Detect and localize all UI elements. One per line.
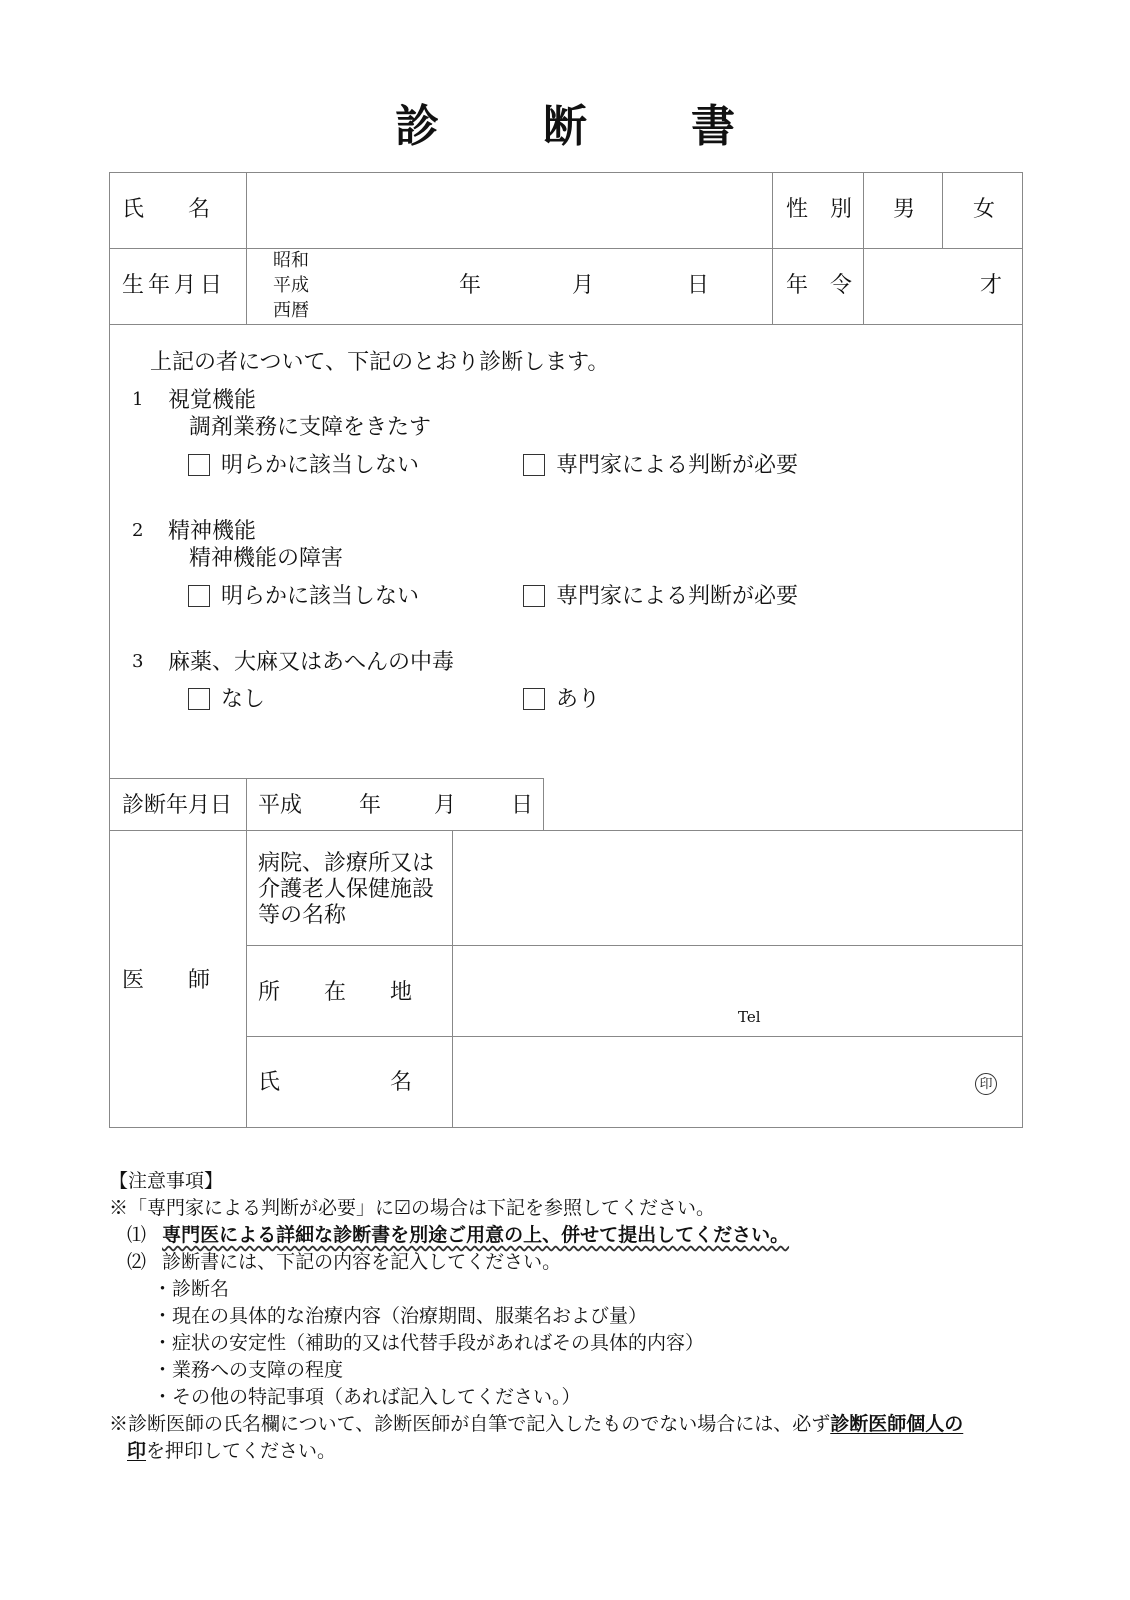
intro-text: 上記の者について、下記のとおり診断します。 <box>150 350 610 375</box>
title-char: 書 <box>691 101 735 152</box>
item-number: 1 <box>132 389 144 410</box>
item-subheading: 精神機能の障害 <box>189 546 344 571</box>
checkbox-mental-not-applicable[interactable] <box>188 585 210 607</box>
col-divider <box>452 830 453 1128</box>
option-label: 専門家による判断が必要 <box>556 453 799 478</box>
item-heading: 精神機能 <box>168 519 257 544</box>
diag-year-unit: 年 <box>359 793 382 818</box>
col-divider <box>772 172 773 324</box>
seal-mark: 印 <box>975 1073 997 1095</box>
option-label: 専門家による判断が必要 <box>556 584 799 609</box>
item-number: 3 <box>132 651 144 672</box>
facility-label-line: 介護老人保健施設 <box>258 877 435 902</box>
option-label: なし <box>221 687 266 712</box>
checkbox-addiction-present[interactable] <box>523 688 545 710</box>
era-seireki: 西暦 <box>273 300 309 321</box>
checkbox-addiction-none[interactable] <box>188 688 210 710</box>
name-label: 氏 名 <box>122 197 211 222</box>
notes-bullet: ・業務への支障の程度 <box>153 1359 344 1381</box>
item-subheading: 調剤業務に支障をきたす <box>189 415 432 440</box>
checkbox-vision-expert-needed[interactable] <box>523 454 545 476</box>
diag-date-era: 平成 <box>258 793 303 818</box>
notes-emphasis: 診断医師個人の <box>830 1413 964 1435</box>
option-label: あり <box>556 687 601 712</box>
notes-heading: 【注意事項】 <box>109 1170 224 1192</box>
diag-day-unit: 日 <box>511 793 534 818</box>
dob-year-unit: 年 <box>459 273 482 298</box>
notes-bullet: ・その他の特記事項（あれば記入してください。） <box>153 1386 581 1408</box>
diag-month-unit: 月 <box>434 793 457 818</box>
col-divider <box>942 172 943 248</box>
dob-month-unit: 月 <box>572 273 595 298</box>
notes-bullet: ・症状の安定性（補助的又は代替手段があればその具体的内容） <box>153 1332 705 1354</box>
document-title <box>0 90 1130 154</box>
title-char: 断 <box>543 101 587 152</box>
notes-line: ※「専門家による判断が必要」に☑の場合は下記を参照してください。 <box>109 1197 716 1219</box>
notes-item-text: 診断書には、下記の内容を記入してください。 <box>162 1251 562 1273</box>
col-divider <box>246 172 247 324</box>
sex-label: 性 別 <box>786 197 853 222</box>
dob-label: 生年月日 <box>122 273 227 298</box>
row-divider <box>246 1036 1023 1037</box>
facility-name-field[interactable] <box>458 836 1018 940</box>
notes-item <box>109 1249 1039 1276</box>
notes-text: を押印してください。 <box>146 1440 337 1462</box>
era-heisei: 平成 <box>273 275 309 296</box>
notes-bullet: ・現在の具体的な治療内容（治療期間、服薬名および量） <box>153 1305 648 1327</box>
checkbox-mental-expert-needed[interactable] <box>523 585 545 607</box>
sex-female[interactable]: 女 <box>973 197 996 222</box>
row-divider <box>109 778 543 779</box>
diag-date-label: 診断年月日 <box>122 793 233 818</box>
notes-last-line <box>109 1411 1039 1438</box>
notes-item <box>109 1222 1039 1249</box>
notes-item-number: ⑴ <box>127 1224 147 1246</box>
age-label: 年 令 <box>786 273 853 298</box>
doctor-name-field[interactable] <box>458 1042 958 1122</box>
item-number: 2 <box>132 520 144 541</box>
sex-male[interactable]: 男 <box>893 197 916 222</box>
facility-label-line: 等の名称 <box>258 903 347 928</box>
row-divider <box>109 324 1023 325</box>
age-unit: 才 <box>980 273 1003 298</box>
notes-emphasis: 印 <box>127 1440 147 1462</box>
item-heading: 視覚機能 <box>168 388 257 413</box>
col-divider <box>246 778 247 1128</box>
notes-section <box>109 1168 1039 1465</box>
doctor-label: 医 師 <box>122 968 211 993</box>
notes-bullet: ・診断名 <box>153 1278 230 1300</box>
checkbox-vision-not-applicable[interactable] <box>188 454 210 476</box>
dob-day-unit: 日 <box>687 273 710 298</box>
option-label: 明らかに該当しない <box>221 453 420 478</box>
row-divider <box>246 945 1023 946</box>
notes-last-line-cont <box>109 1438 1039 1465</box>
notes-text: ※診断医師の氏名欄について、診断医師が自筆で記入したものでない場合には、必ず <box>109 1413 831 1435</box>
era-showa: 昭和 <box>273 250 309 271</box>
address-label: 所 在 地 <box>258 980 413 1005</box>
facility-label-line: 病院、診療所又は <box>258 851 435 876</box>
notes-item-number: ⑵ <box>127 1251 147 1273</box>
name-field[interactable] <box>252 178 766 242</box>
option-label: 明らかに該当しない <box>221 584 420 609</box>
item-heading: 麻薬、大麻又はあへんの中毒 <box>168 650 455 675</box>
title-char: 診 <box>395 101 439 152</box>
tel-label: Tel <box>738 1008 761 1026</box>
col-divider <box>543 778 544 830</box>
col-divider <box>863 172 864 324</box>
notes-item-text: 専門医による詳細な診断書を別途ご用意の上、併せて提出してください。 <box>162 1224 790 1246</box>
doctor-name-label: 氏 名 <box>258 1070 413 1095</box>
